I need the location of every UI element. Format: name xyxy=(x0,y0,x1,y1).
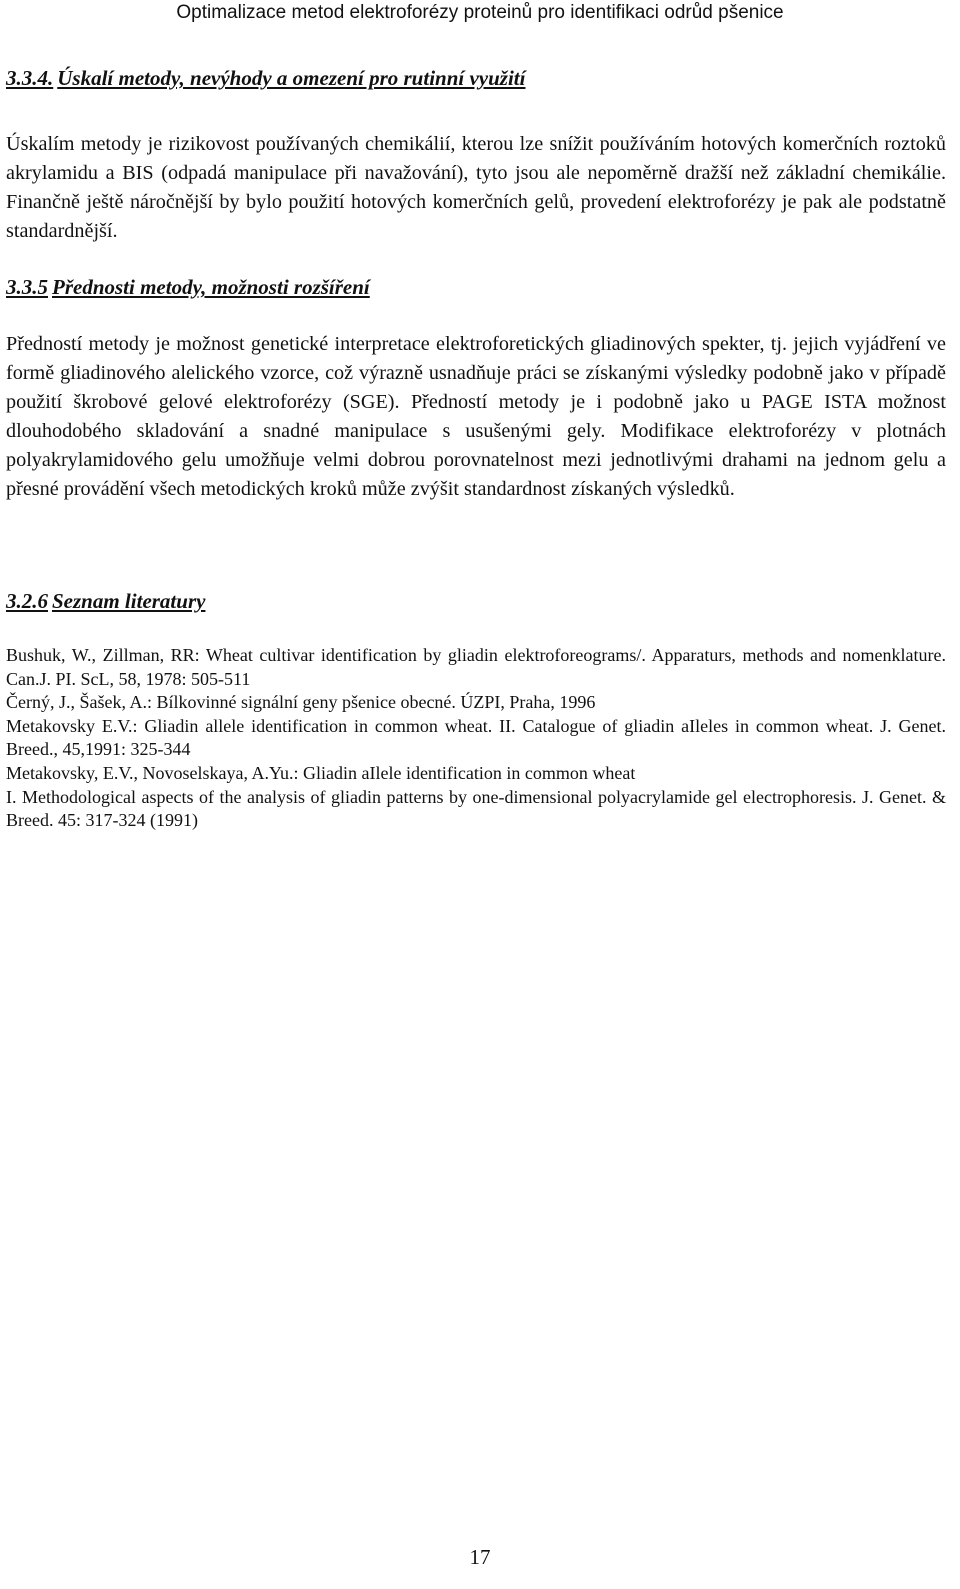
section-number: 3.3.4. xyxy=(6,66,54,90)
reference-item: Metakovsky, E.V., Novoselskaya, A.Yu.: Gliadin aIlele identification in common wheat xyxy=(6,762,636,783)
reference-list xyxy=(6,644,946,833)
section-title: Přednosti metody, možnosti rozšíření xyxy=(52,275,370,299)
section-number: 3.2.6 xyxy=(6,589,48,613)
section-title: Úskalí metody, nevýhody a omezení pro rutinní využití xyxy=(57,66,526,90)
reference-item: Metakovsky E.V.: Gliadin allele identification in common wheat. II. Catalogue of gliadin aIleles in common wheat. J. Genet. Breed., 45,1991: 325-344 xyxy=(6,715,946,760)
section-number: 3.3.5 xyxy=(6,275,48,299)
section-title: Seznam literatury xyxy=(52,589,206,613)
section-heading-3-2-6 xyxy=(6,588,205,614)
section-heading-3-3-4 xyxy=(6,65,525,91)
page-number: 17 xyxy=(469,1545,491,1569)
section-heading-3-3-5 xyxy=(6,274,370,300)
section-paragraph-3-3-5: Předností metody je možnost genetické interpretace elektroforetických gliadinových spekter, tj. jejich vyjádření ve formě gliadinového alelického vzorce, což výrazně usnadňuje práci se získanými výsledky podobně jako v případě použití škrobové gelové elektroforézy (SGE). Předností metody je i podobně jako u PAGE ISTA možnost dlouhodobého skladování a snadné manipulace s usušenými gely. Modifikace elektroforézy v plotnách polyakrylamidového gelu umožňuje velmi dobrou porovnatelnost mezi jednotlivými drahami na jednom gelu a přesné provádění všech metodických kroků může zvýšit standardnost získaných výsledků. xyxy=(6,333,946,500)
section-paragraph-3-3-4: Úskalím metody je rizikovost používaných chemikálií, kterou lze snížit používáním hotových komerčních roztoků akrylamidu a BIS (odpadá manipulace při navažování), tyto jsou ale nepoměrně dražší než základní chemikálie. Finančně ještě náročnější by bylo použití hotových komerčních gelů, provedení elektroforézy je pak ale podstatně standardnější. xyxy=(6,133,946,242)
reference-item: I. Methodological aspects of the analysis of gliadin patterns by one-dimensional polyacrylamide gel electrophoresis. J. Genet. & Breed. 45: 317-324 (1991) xyxy=(6,786,946,831)
running-header: Optimalizace metod elektroforézy proteinů pro identifikaci odrůd pšenice xyxy=(176,2,784,23)
reference-item: Černý, J., Šašek, A.: Bílkovinné signální geny pšenice obecné. ÚZPI, Praha, 1996 xyxy=(6,692,596,713)
reference-item: Bushuk, W., Zillman, RR: Wheat cultivar identification by gliadin elektroforeograms/. Apparaturs, methods and nomenklature. Can.J. PI. ScL, 58, 1978: 505-511 xyxy=(6,645,946,689)
